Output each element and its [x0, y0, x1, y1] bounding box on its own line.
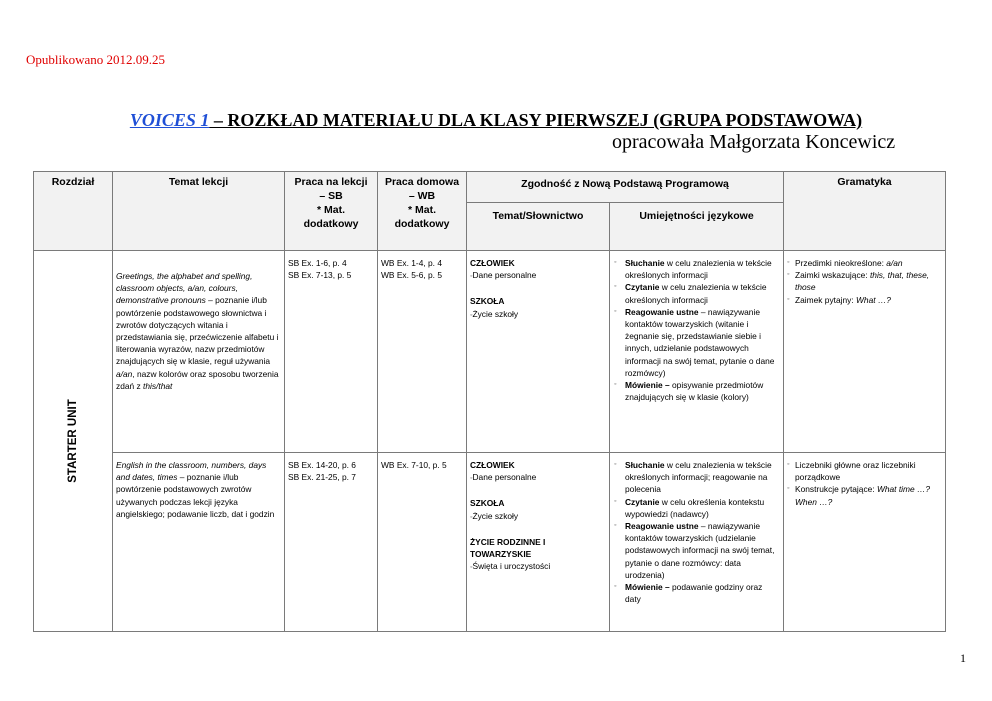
wb-cell: WB Ex. 1-4, p. 4 WB Ex. 5-6, p. 5	[378, 251, 467, 453]
header-rozdzial: Rozdział	[34, 172, 113, 251]
header-praca-domowa: Praca domowa – WB * Mat. dodatkowy	[378, 172, 467, 251]
header-gramatyka: Gramatyka	[784, 172, 946, 251]
header-praca-lekcji: Praca na lekcji – SB * Mat. dodatkowy	[285, 172, 378, 251]
table-row	[34, 251, 946, 453]
voices-link[interactable]: VOICES 1	[129, 110, 210, 130]
header-umiejetnosci: Umiejętności językowe	[610, 203, 784, 251]
header-zgodnosc: Zgodność z Nową Podstawą Programową	[467, 172, 784, 203]
sb-cell: SB Ex. 1-6, p. 4 SB Ex. 7-13, p. 5	[285, 251, 378, 453]
document-title	[0, 110, 992, 131]
header-temat: Temat lekcji	[113, 172, 285, 251]
header-temat-slownictwo: Temat/Słownictwo	[467, 203, 610, 251]
table-row	[34, 453, 946, 632]
grammar-cell: ◦ Liczebniki główne oraz liczebniki porządkowe ◦ Konstrukcje pytające: What time …? When …?	[784, 453, 946, 632]
vocab-cell: CZŁOWIEK ◦ Dane personalne SZKOŁA ◦ Życie szkoły	[467, 251, 610, 453]
author-line: opracowała Małgorzata Koncewicz	[612, 131, 896, 153]
section-cell	[34, 251, 113, 632]
topic-cell: Greetings, the alphabet and spelling, classroom objects, a/an, colours, demonstrative pronouns – poznanie i/lub powtórzenie podstawowego słownictwa i zwrotów dotyczących witania i przedstawiania się, przećwiczenie alfabetu i literowania wyrazów, nazw przedmiotów znajdujących się w klasie, reguł używania a/an, nazw kolorów oraz sposobu tworzenia zdań z this/that	[113, 251, 285, 453]
section-label: STARTER UNIT	[67, 399, 79, 483]
curriculum-table	[33, 171, 946, 632]
skills-cell: ◦ Słuchanie w celu znalezienia w tekście określonych informacji; reagowanie na polecenia ◦ Czytanie w celu określenia kontekstu wypowiedzi (nadawcy) ◦ Reagowanie ustne – nawiązywanie kontaktów towarzyskich (udzielanie podstawowych informacji na swój temat, pytanie o dane rozmówcy: data urodzenia) ◦ Mówienie – podawanie godziny oraz daty	[610, 453, 784, 632]
skills-cell: ◦ Słuchanie w celu znalezienia w tekście określonych informacji ◦ Czytanie w celu znalezienia w tekście określonych informacji ◦ Reagowanie ustne – nawiązywanie kontaktów towarzyskich (witanie i żegnanie się, przedstawianie siebie i innych, udzielanie podstawowych informacji na swój temat, pytanie o dane rozmówcy) ◦ Mówienie – opisywanie przedmiotów znajdujących się w klasie (kolory)	[610, 251, 784, 453]
wb-cell: WB Ex. 7-10, p. 5	[378, 453, 467, 632]
page-number: 1	[960, 651, 966, 665]
title-text: – ROZKŁAD MATERIAŁU DLA KLASY PIERWSZEJ (GRUPA PODSTAWOWA)	[209, 110, 863, 130]
published-date: Opublikowano 2012.09.25	[26, 52, 166, 67]
grammar-cell: ◦ Przedimki nieokreślone: a/an ◦ Zaimki wskazujące: this, that, these, those ◦ Zaimek pytajny: What …?	[784, 251, 946, 453]
vocab-cell: CZŁOWIEK ◦ Dane personalne SZKOŁA ◦ Życie szkoły ŻYCIE RODZINNE I TOWARZYSKIE ◦ Święta i uroczystości	[467, 453, 610, 632]
sb-cell: SB Ex. 14-20, p. 6 SB Ex. 21-25, p. 7	[285, 453, 378, 632]
topic-cell: English in the classroom, numbers, days and dates, times – poznanie i/lub powtórzenie podstawowych zwrotów używanych podczas lekcji języka angielskiego; podawanie liczb, dat i godzin	[113, 453, 285, 632]
